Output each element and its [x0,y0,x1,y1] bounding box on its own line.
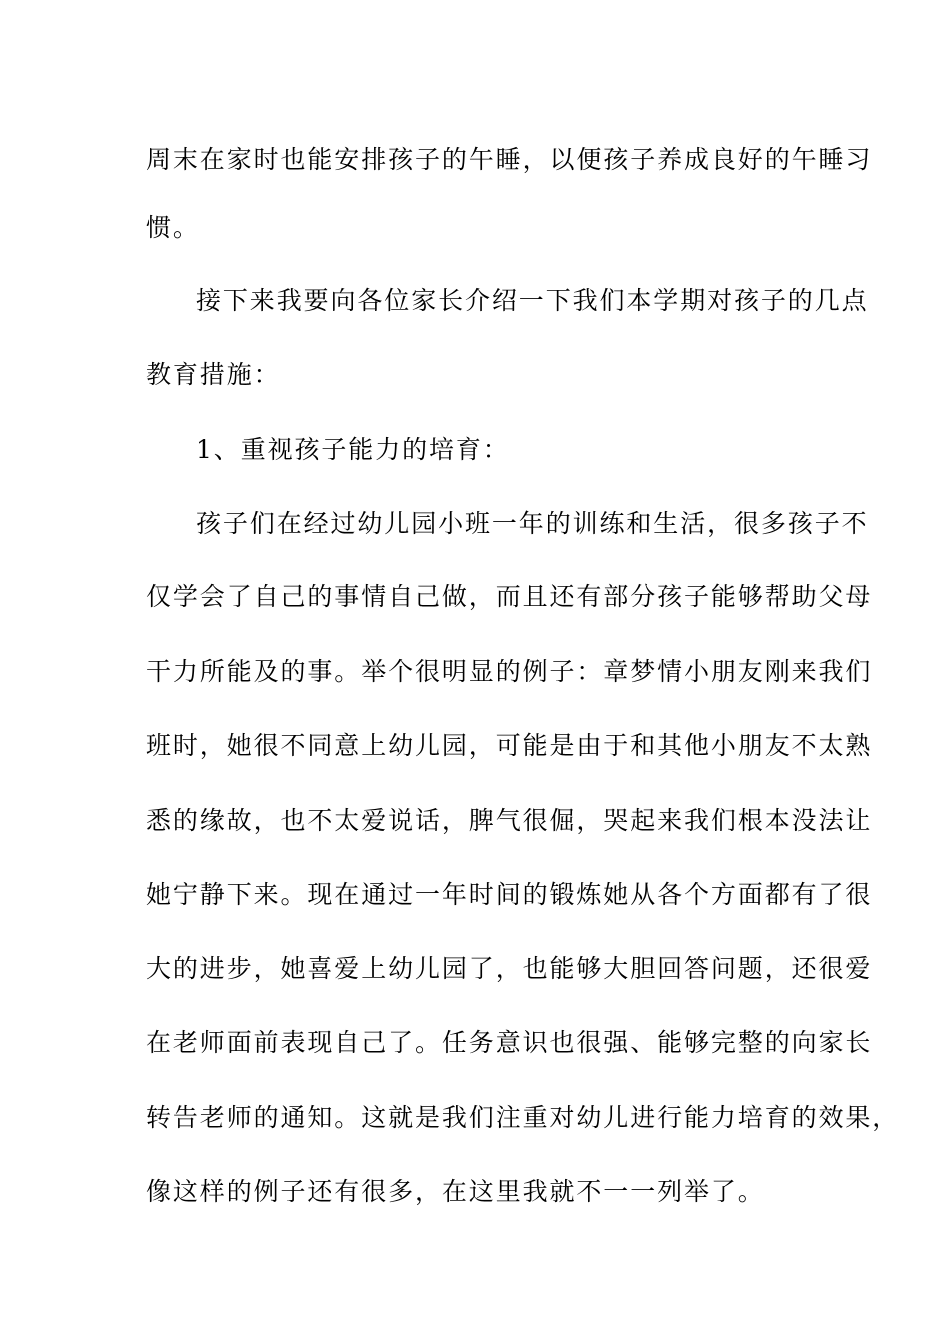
text-line: 惯。 [146,213,200,242]
text-line: 教育措施： [146,360,281,389]
text-line: 悉的缘故，也不太爱说话，脾气很倔，哭起来我们根本没法让 [146,806,873,835]
paragraph-start-line: 孩子们在经过幼儿园小班一年的训练和生活，很多孩子不 [196,509,869,538]
text-line: 转告老师的通知。这就是我们注重对幼儿进行能力培育的效果， [146,1103,900,1132]
text-line: 周末在家时也能安排孩子的午睡，以便孩子养成良好的午睡习 [146,145,873,174]
text-line: 像这样的例子还有很多，在这里我就不一一列举了。 [146,1177,765,1206]
text-line: 她宁静下来。现在通过一年时间的锻炼她从各个方面都有了很 [146,880,873,909]
text-line: 在老师面前表现自己了。任务意识也很强、能够完整的向家长 [146,1028,873,1057]
section-heading: 1、重视孩子能力的培育： [196,435,510,464]
text-line: 仅学会了自己的事情自己做，而且还有部分孩子能够帮助父母 [146,582,873,611]
text-line: 班时，她很不同意上幼儿园，可能是由于和其他小朋友不太熟 [146,731,873,760]
text-line: 大的进步，她喜爱上幼儿园了，也能够大胆回答问题，还很爱 [146,954,873,983]
text-line: 干力所能及的事。举个很明显的例子：章梦情小朋友刚来我们 [146,657,873,686]
paragraph-start-line: 接下来我要向各位家长介绍一下我们本学期对孩子的几点 [196,286,869,315]
